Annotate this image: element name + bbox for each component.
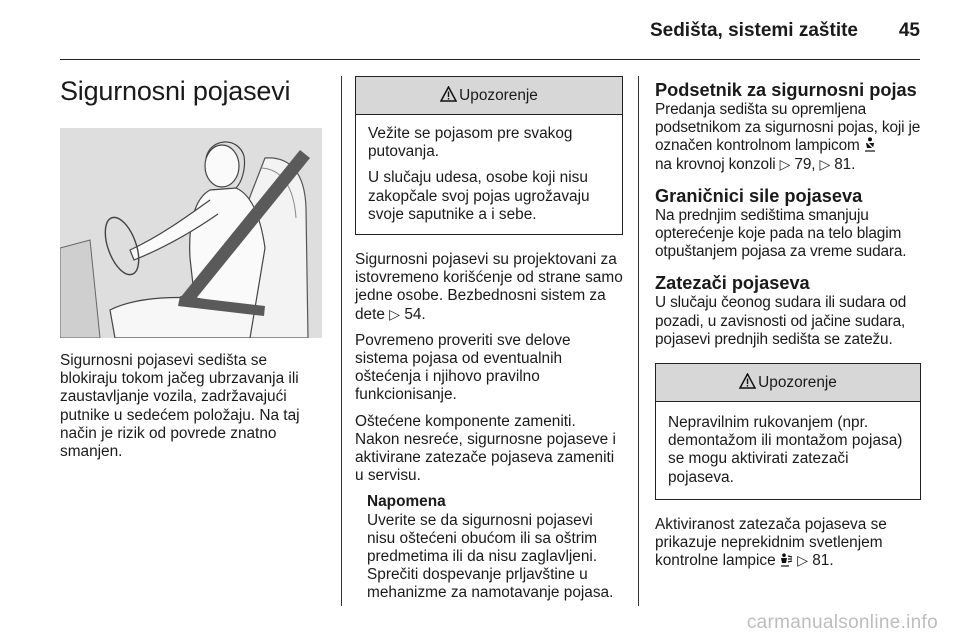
seatbelt-illustration <box>60 128 322 338</box>
warning-label: Upozorenje <box>758 373 837 391</box>
pretensioners-text: U slučaju čeonog sudara ili sudara od pozadi, u zavisnosti od jačine sudara, pojasevi prednjih sedišta se zatežu. <box>655 294 907 348</box>
page-ref-link[interactable]: 54. <box>404 305 426 323</box>
subhead: Graničnici sile pojaseva <box>655 185 863 206</box>
subhead: Podsetnik za sigurnosni pojas <box>655 80 917 100</box>
subhead: Zatezači pojaseva <box>655 273 810 294</box>
page-ref-arrow-icon: ▷ <box>797 553 808 570</box>
note-text: Uverite se da sigurnosni pojasevi nisu oštećeni obućom ili sa oštrim predmetima ili da nisu zaglavljeni. Sprečiti dospevanje prljavštine u mehanizme za namotavanje pojasa. <box>367 511 614 602</box>
seatbelt-reminder-icon <box>864 137 876 154</box>
warning-box <box>355 76 623 235</box>
column-divider <box>341 76 342 606</box>
watermark: carmanualsonline.info <box>746 612 938 633</box>
paragraph <box>355 251 623 324</box>
activation-text-body: Aktiviranost zatezača pojaseva se prikazuje neprekidnim svetlenjem kontrolne lampice <box>655 515 887 570</box>
running-header <box>60 20 920 46</box>
column-divider <box>638 76 639 606</box>
note <box>367 493 623 602</box>
column-1 <box>60 76 324 461</box>
page-ref-link[interactable]: 79, <box>794 155 816 173</box>
warning-text: Nepravilnim rukovanjem (npr. demontažom ili montažom pojasa) se mogu aktivirati zatezači pojaseva. <box>668 414 903 486</box>
paragraph-text: Sigurnosni pojasevi su projektovani za istovremeno korišćenje od strane samo jedne osobe. Bezbednosni sistem za dete <box>355 251 623 323</box>
paragraph: Oštećene komponente zameniti. Nakon nesreće, sigurnosne pojaseve i aktivirane zatezače pojaseva zameniti u servisu. <box>355 412 616 485</box>
warning-triangle-icon <box>739 373 756 392</box>
warning-header <box>656 364 920 402</box>
warning-header <box>356 77 622 115</box>
warning-triangle-icon <box>440 86 457 105</box>
warning-body <box>656 402 920 499</box>
seatbelt-driver-drawing <box>60 128 322 338</box>
page-ref-arrow-icon: ▷ <box>819 156 831 173</box>
warning-box <box>655 363 921 500</box>
page-ref-arrow-icon: ▷ <box>389 306 401 323</box>
warning-body <box>356 115 622 234</box>
header-rule <box>60 59 920 60</box>
reminder-text-body: Predanja sedišta su opremljena podsetnikom za sigurnosni pojas, koji je označen kontrolnom lampicom <box>655 101 921 155</box>
note-title: Napomena <box>367 493 446 511</box>
reminder-section <box>655 80 921 174</box>
section-title: Sigurnosni pojasevi <box>60 76 291 106</box>
activation-text <box>655 516 921 571</box>
page-number: 45 <box>898 20 920 41</box>
warning-line: U slučaju udesa, osobe koji nisu zakopčale svoj pojas ugrožavaju svoje saputnike a i sebe. <box>368 169 590 223</box>
reminder-text <box>655 101 921 174</box>
paragraph: Povremeno proveriti sve delove sistema pojasa od eventualnih oštećenja i njihovo pravilno funkcionisanje. <box>355 331 571 404</box>
page-ref-arrow-icon: ▷ <box>779 156 791 173</box>
limiters-text: Na prednjim sedištima smanjuju opterećenje koje pada na telo blagim otpuštanjem pojasa za vreme sudara. <box>655 206 907 261</box>
caption-text: Sigurnosni pojasevi sedišta se blokiraju tokom jačeg ubrzavanja ili zaustavljanje vozila, zadržavajući putnike u sedećem položaju. Na taj način je rizik od povrede znatno smanjen. <box>60 352 300 461</box>
page-ref-link[interactable]: 81. <box>834 155 856 173</box>
column-3 <box>655 76 921 570</box>
pretensioners-section <box>655 273 921 349</box>
page-ref-link[interactable]: 81. <box>812 552 834 570</box>
limiters-section <box>655 186 921 262</box>
reminder-text-tail: na krovnoj konzoli <box>655 155 776 173</box>
warning-label: Upozorenje <box>459 86 538 104</box>
airbag-pretensioner-icon <box>780 552 797 569</box>
warning-line: Vežite se pojasom pre svakog putovanja. <box>368 125 573 161</box>
header-title: Sedišta, sistemi zaštite <box>649 20 858 41</box>
column-2 <box>355 76 623 603</box>
